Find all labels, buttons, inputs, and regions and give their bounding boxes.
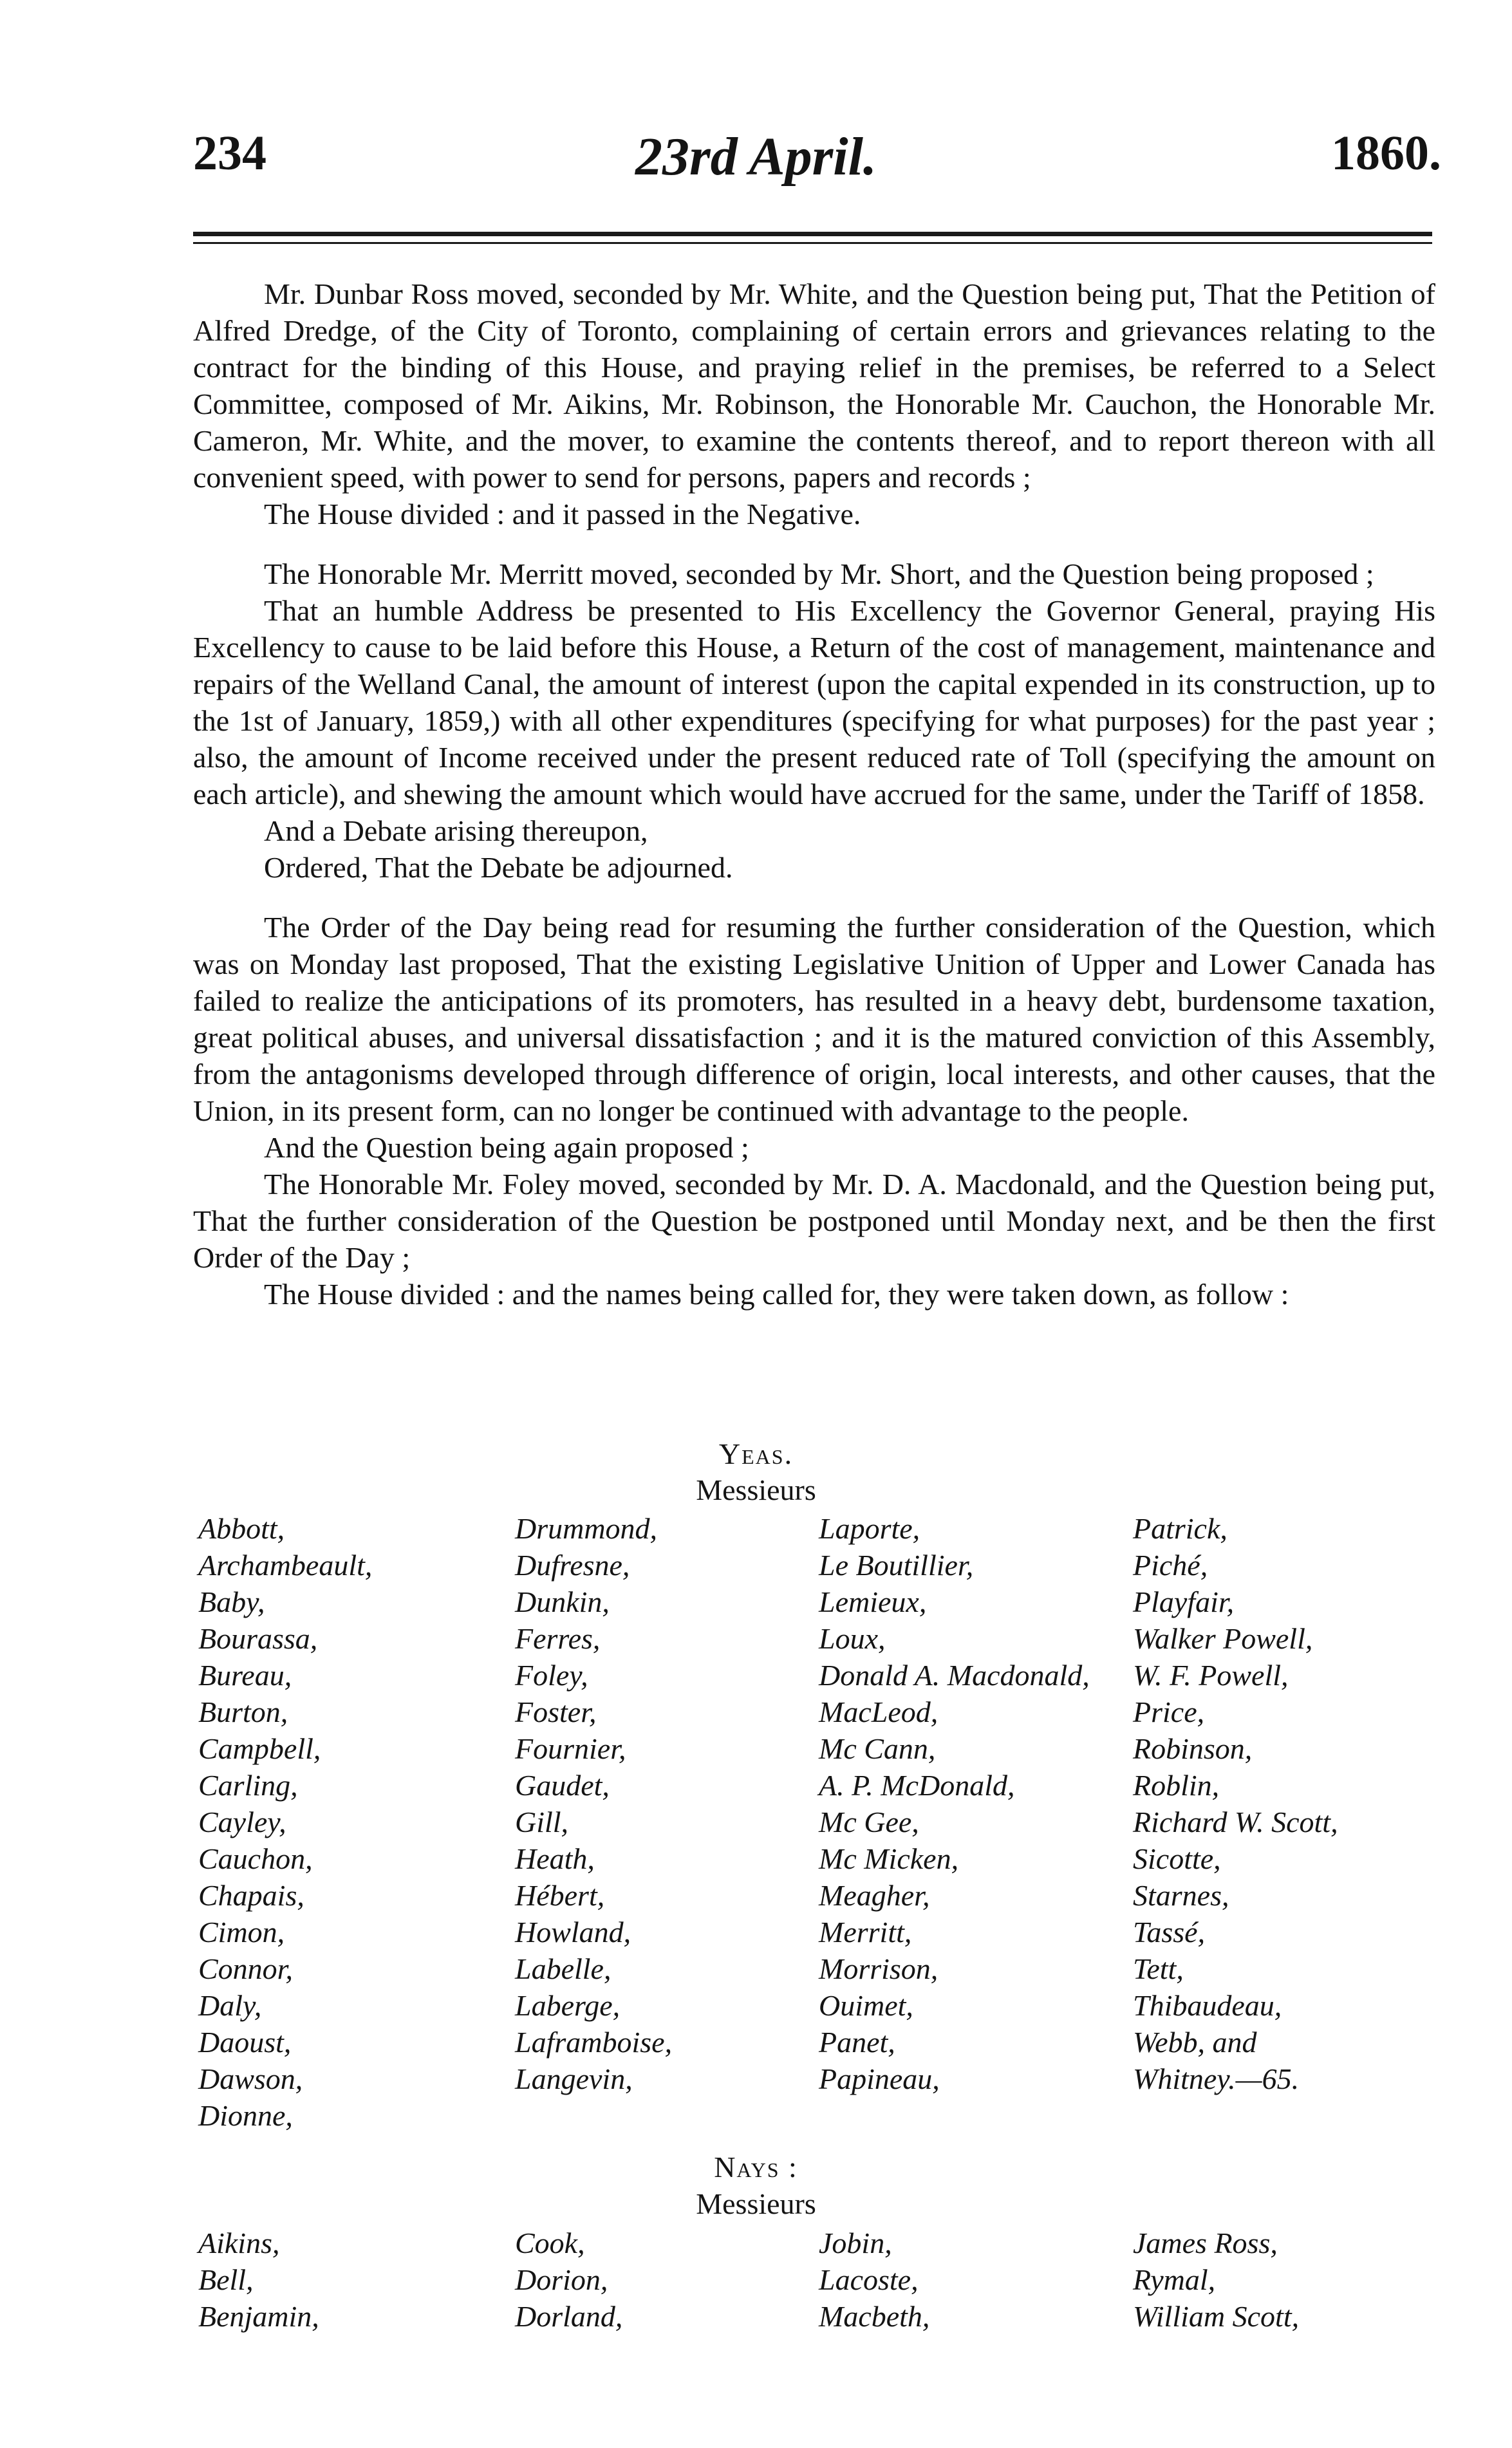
member-name: Macbeth,: [819, 2300, 930, 2333]
member-name: Merritt,: [819, 1916, 912, 1948]
member-name: Mc Cann,: [819, 1732, 936, 1765]
member-name: Loux,: [819, 1622, 886, 1655]
paragraph: The House divided : and it passed in the Negative.: [264, 498, 861, 530]
member-name: Roblin,: [1133, 1769, 1220, 1802]
yeas-column-3: [819, 1510, 1090, 2097]
member-name: Patrick,: [1133, 1512, 1227, 1545]
member-name: Dorland,: [515, 2300, 623, 2333]
member-name: Carling,: [198, 1769, 298, 1802]
paragraph: And a Debate arising thereupon,: [264, 814, 648, 847]
member-name: Bell,: [198, 2263, 254, 2296]
member-name: Heath,: [515, 1842, 595, 1875]
yeas-column-2: [515, 1510, 672, 2097]
header-rule-thin: [193, 242, 1432, 244]
member-name: Drummond,: [515, 1512, 658, 1545]
paragraph: Mr. Dunbar Ross moved, seconded by Mr. White, and the Question being put, That the Petition of Alfred Dredge, of the City of Toronto, complaining of certain errors and grievances relating to the contract for the binding of this House, and praying relief in the premises, be referred to a Select Committee, composed of Mr. Aikins, Mr. Robinson, the Honorable Mr. Cauchon, the Honorable Mr. Cameron, Mr. White, and the mover, to examine the contents thereof, and to report thereon with all convenient speed, with power to send for persons, papers and records ;: [193, 277, 1435, 494]
nays-heading: Nays :: [714, 2151, 798, 2183]
member-name: A. P. McDonald,: [819, 1769, 1015, 1802]
member-name: Howland,: [515, 1916, 631, 1948]
member-name: Benjamin,: [198, 2300, 319, 2333]
nays-column-1: [198, 2225, 319, 2335]
member-name: Archambeault,: [198, 1549, 373, 1582]
header-year: 1860.: [1331, 126, 1441, 180]
member-name: Laberge,: [515, 1989, 621, 2022]
member-name: Laframboise,: [515, 2026, 673, 2059]
member-name: Dunkin,: [515, 1585, 610, 1618]
page-header: [0, 126, 1512, 196]
nays-column-4: [1133, 2225, 1299, 2335]
member-name: Starnes,: [1133, 1879, 1229, 1912]
paragraph: The Order of the Day being read for resuming the further consideration of the Question, which was on Monday last proposed, That the existing Legislative Unition of Upper and Lower Canada has failed to realize the anticipations of its promoters, has resulted in a heavy debt, burdensome taxation, great political abuses, and universal dissatisfaction ; and it is the matured conviction of this Assembly, from the antagonisms developed through difference of origin, local interests, and other causes, that the Union, in its present form, can no longer be continued with advantage to the people.: [193, 911, 1435, 1127]
member-name: Connor,: [198, 1952, 293, 1985]
member-name: Fournier,: [515, 1732, 626, 1765]
member-name: Cimon,: [198, 1916, 285, 1948]
member-name: Aikins,: [198, 2227, 280, 2259]
member-name: Gill,: [515, 1806, 569, 1838]
member-name: Bureau,: [198, 1659, 292, 1692]
journal-body: [193, 276, 1435, 1313]
paragraph: The House divided : and the names being called for, they were taken down, as follow :: [264, 1278, 1289, 1311]
member-name: Dufresne,: [515, 1549, 630, 1582]
member-name: Mc Micken,: [819, 1842, 959, 1875]
member-name: Piché,: [1133, 1549, 1208, 1582]
member-name: Daly,: [198, 1989, 262, 2022]
member-name: Walker Powell,: [1133, 1622, 1313, 1655]
paragraph: Ordered, That the Debate be adjourned.: [264, 851, 733, 884]
member-name: Dionne,: [198, 2099, 293, 2132]
member-name: Dawson,: [198, 2062, 303, 2095]
member-name: William Scott,: [1133, 2300, 1300, 2333]
member-name: Lemieux,: [819, 1585, 927, 1618]
member-name: James Ross,: [1133, 2227, 1278, 2259]
member-name: Le Boutillier,: [819, 1549, 974, 1582]
nays-column-2: [515, 2225, 622, 2335]
member-name: Jobin,: [819, 2227, 892, 2259]
member-name: Cauchon,: [198, 1842, 313, 1875]
page-number: 234: [193, 126, 266, 180]
member-name: Gaudet,: [515, 1769, 610, 1802]
member-name: Sicotte,: [1133, 1842, 1221, 1875]
member-name: Playfair,: [1133, 1585, 1235, 1618]
member-name: MacLeod,: [819, 1696, 938, 1728]
member-name: Baby,: [198, 1585, 265, 1618]
member-name: Webb, and: [1133, 2026, 1257, 2059]
member-name: Robinson,: [1133, 1732, 1253, 1765]
paragraph: And the Question being again proposed ;: [264, 1131, 749, 1164]
yeas-heading: Yeas.: [718, 1437, 794, 1470]
member-name: Labelle,: [515, 1952, 611, 1985]
member-name: Panet,: [819, 2026, 895, 2059]
member-name: Price,: [1133, 1696, 1205, 1728]
member-name: Laporte,: [819, 1512, 920, 1545]
member-name: Richard W. Scott,: [1133, 1806, 1338, 1838]
member-name: Hébert,: [515, 1879, 605, 1912]
member-name: Cayley,: [198, 1806, 286, 1838]
member-name: Mc Gee,: [819, 1806, 919, 1838]
member-name: Chapais,: [198, 1879, 304, 1912]
header-date: 23rd April.: [635, 127, 877, 187]
yeas-total: Whitney.—65.: [1133, 2062, 1300, 2095]
member-name: Lacoste,: [819, 2263, 919, 2296]
member-name: Foster,: [515, 1696, 597, 1728]
nays-subheading: Messieurs: [696, 2187, 816, 2220]
member-name: Foley,: [515, 1659, 588, 1692]
header-rule-thick: [193, 232, 1432, 236]
member-name: Abbott,: [198, 1512, 285, 1545]
member-name: W. F. Powell,: [1133, 1659, 1289, 1692]
member-name: Donald A. Macdonald,: [819, 1659, 1090, 1692]
member-name: Thibaudeau,: [1133, 1989, 1282, 2022]
yeas-subheading: Messieurs: [696, 1473, 816, 1506]
member-name: Cook,: [515, 2227, 585, 2259]
member-name: Daoust,: [198, 2026, 292, 2059]
member-name: Ouimet,: [819, 1989, 913, 2022]
member-name: Rymal,: [1133, 2263, 1216, 2296]
member-name: Tassé,: [1133, 1916, 1206, 1948]
member-name: Morrison,: [819, 1952, 938, 1985]
member-name: Tett,: [1133, 1952, 1184, 1985]
member-name: Papineau,: [819, 2062, 940, 2095]
member-name: Meagher,: [819, 1879, 930, 1912]
member-name: Ferres,: [515, 1622, 601, 1655]
member-name: Dorion,: [515, 2263, 608, 2296]
member-name: Burton,: [198, 1696, 288, 1728]
member-name: Campbell,: [198, 1732, 321, 1765]
yeas-column-1: [198, 1510, 372, 2134]
nays-column-3: [819, 2225, 929, 2335]
paragraph: The Honorable Mr. Foley moved, seconded by Mr. D. A. Macdonald, and the Question being put, That the further consideration of the Question be postponed until Monday next, and be then the first Order of the Day ;: [193, 1168, 1435, 1274]
member-name: Langevin,: [515, 2062, 633, 2095]
paragraph: That an humble Address be presented to His Excellency the Governor General, praying His Excellency to cause to be laid before this House, a Return of the cost of management, maintenance and repairs of the Welland Canal, the amount of interest (upon the capital expended in its construction, up to the 1st of January, 1859,) with all other expenditures (specifying for what purposes) for the past year ; also, the amount of Income received under the present reduced rate of Toll (specifying the amount on each article), and shewing the amount which would have accrued for the same, under the Tariff of 1858.: [193, 594, 1435, 810]
member-name: Bourassa,: [198, 1622, 318, 1655]
yeas-column-4: [1133, 1510, 1338, 2097]
paragraph: The Honorable Mr. Merritt moved, seconded by Mr. Short, and the Question being proposed ;: [264, 557, 1374, 590]
